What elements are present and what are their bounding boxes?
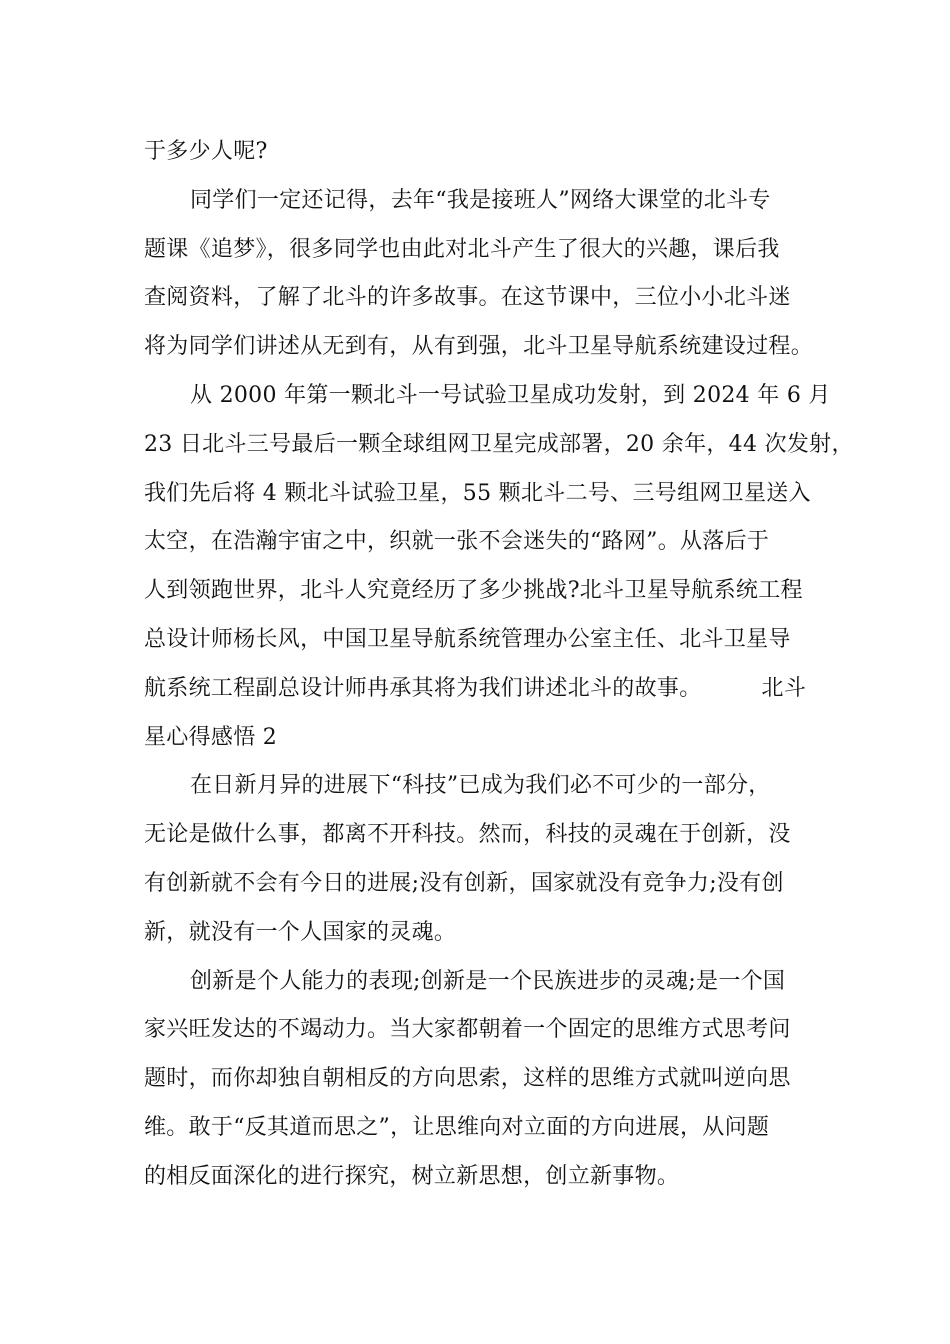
- text-line: 题时，而你却独自朝相反的方向思索，这样的思维方式就叫逆向思: [144, 1066, 791, 1092]
- text-segment: 航系统工程副总设计师冉承其将为我们讲述北斗的故事。: [144, 675, 702, 701]
- text-line: 有创新就不会有今日的进展;没有创新，国家就没有竞争力;没有创: [144, 870, 784, 896]
- text-line: 家兴旺发达的不竭动力。当大家都朝着一个固定的思维方式思考问: [144, 1017, 791, 1043]
- paragraph-start-line: 在日新月异的进展下“科技”已成为我们必不可少的一部分，: [190, 773, 771, 799]
- section-heading-start: 北斗: [761, 675, 807, 701]
- document-body: [144, 128, 854, 1202]
- text-line: 总设计师杨长风，中国卫星导航系统管理办公室主任、北斗卫星导: [144, 626, 791, 652]
- text-line: 我们先后将 4 颗北斗试验卫星，55 颗北斗二号、三号组网卫星送入: [144, 480, 811, 506]
- text-line: 新，就没有一个人国家的灵魂。: [144, 919, 457, 945]
- paragraph-start-line: 创新是个人能力的表现;创新是一个民族进步的灵魂;是一个国: [190, 968, 786, 994]
- text-line: 维。敢于“反其道而思之”，让思维向对立面的方向进展，从问题: [144, 1114, 770, 1140]
- text-line: 查阅资料，了解了北斗的许多故事。在这节课中，三位小小北斗迷: [144, 285, 791, 311]
- paragraph-start-line: 同学们一定还记得，去年“我是接班人”网络大课堂的北斗专: [190, 187, 771, 213]
- text-line: 将为同学们讲述从无到有，从有到强，北斗卫星导航系统建设过程。: [144, 334, 814, 360]
- text-line: 23 日北斗三号最后一颗全球组网卫星完成部署，20 余年，44 次发射，: [144, 431, 854, 457]
- section-heading-end: 星心得感悟 2: [144, 724, 278, 750]
- text-line: 于多少人呢?: [144, 139, 268, 164]
- paragraph-start-line: 从 2000 年第一颗北斗一号试验卫星成功发射，到 2024 年 6 月: [190, 382, 831, 408]
- text-line: 太空，在浩瀚宇宙之中，织就一张不会迷失的“路网”。从落后于: [144, 529, 770, 555]
- text-line: [144, 665, 824, 714]
- text-line: 的相反面深化的进行探究，树立新思想，创立新事物。: [144, 1163, 680, 1189]
- text-line: 无论是做什么事，都离不开科技。然而，科技的灵魂在于创新，没: [144, 822, 791, 848]
- text-line: 人到领跑世界，北斗人究竟经历了多少挑战?北斗卫星导航系统工程: [144, 578, 803, 604]
- text-line: 题课《追梦》，很多同学也由此对北斗产生了很大的兴趣，课后我: [144, 236, 780, 262]
